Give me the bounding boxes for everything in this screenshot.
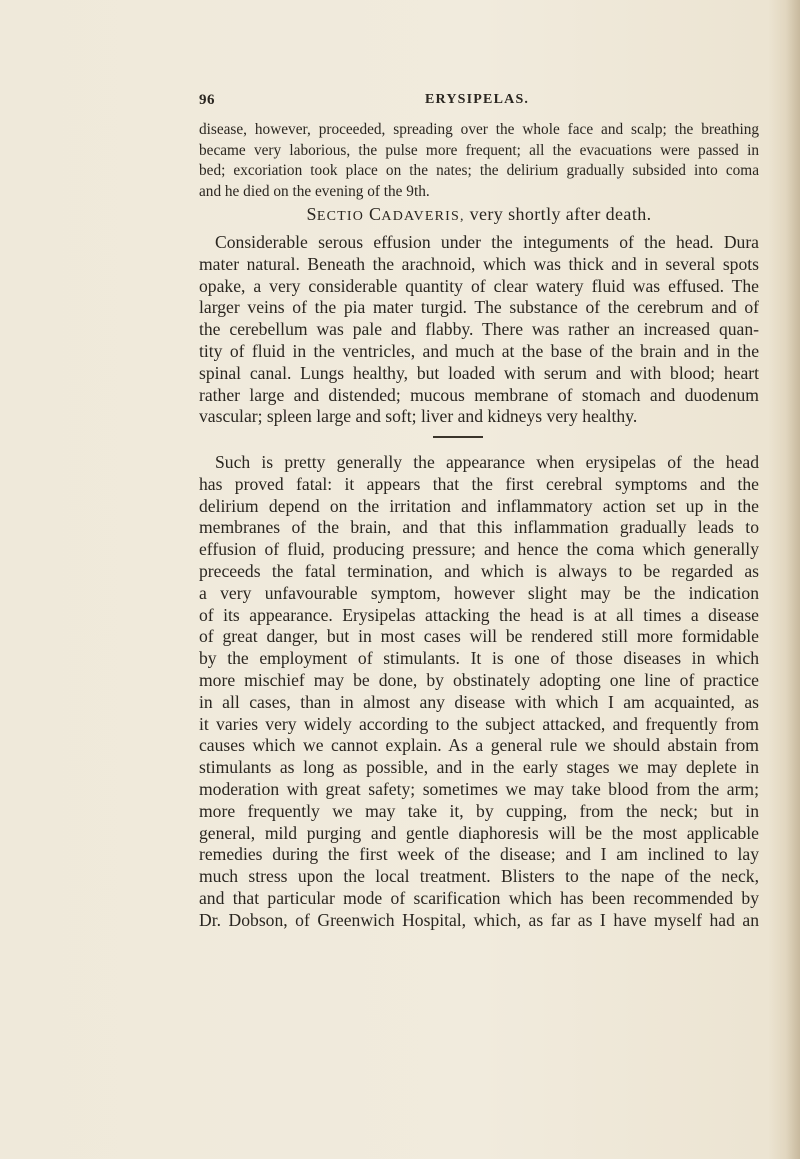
text-line: by the employment of stimulants. It is one of those diseases in which	[199, 648, 759, 669]
text-line: more frequently we may take it, by cupping, from the neck; but in	[199, 800, 759, 821]
text-line: a very unfavourable symptom, however slight may be the indication	[199, 582, 759, 603]
text-line: remedies during the first week of the disease; and I am inclined to lay	[199, 844, 759, 865]
heading-tail: very shortly after death.	[469, 204, 652, 224]
text-line: Considerable serous effusion under the integuments of the head. Dura	[215, 232, 759, 252]
text-line: and he died on the evening of the 9th.	[199, 182, 430, 200]
paragraph-discussion	[199, 452, 759, 932]
text-line: vascular; spleen large and soft; liver and kidneys very healthy.	[199, 406, 638, 427]
heading-smallcaps: ADAVERIS,	[381, 209, 465, 224]
page-edge-shadow	[786, 0, 800, 1159]
running-head	[199, 92, 759, 112]
text-line: larger veins of the pia mater turgid. The substance of the cerebrum and of	[199, 297, 759, 318]
paragraph-case-notes	[199, 120, 759, 202]
text-line: became very laborious, the pulse more frequent; all the evacuations were passed in	[199, 141, 759, 159]
page-number: 96	[199, 92, 215, 108]
text-line: disease, however, proceeded, spreading over the whole face and scalp; the breathing	[199, 121, 759, 138]
running-title: ERYSIPELAS.	[425, 92, 530, 107]
heading-smallcaps: ECTIO	[316, 209, 365, 224]
text-line: it varies very widely according to the subject attacked, and frequently from	[199, 713, 759, 734]
text-line: much stress upon the local treatment. Blisters to the nape of the neck,	[199, 866, 759, 887]
text-line: preceeds the fatal termination, and which is always to be regarded as	[199, 560, 759, 581]
text-line: stimulants as long as possible, and in the early stages we may deplete in	[199, 757, 759, 778]
text-line: moderation with great safety; sometimes we may take blood from the arm;	[199, 778, 759, 799]
paragraph-autopsy	[199, 232, 759, 428]
text-line: rather large and distended; mucous membrane of stomach and duodenum	[199, 384, 759, 405]
text-line: Such is pretty generally the appearance when erysipelas of the head	[215, 452, 759, 472]
section-divider-rule	[433, 436, 483, 438]
text-line: more mischief may be done, by obstinately adopting one line of practice	[199, 669, 759, 690]
text-line: of its appearance. Erysipelas attacking the head is at all times a disease	[199, 604, 759, 625]
text-line: effusion of fluid, producing pressure; and hence the coma which generally	[199, 539, 759, 560]
text-line: tity of fluid in the ventricles, and much at the base of the brain and in the	[199, 340, 759, 361]
heading-initial: S	[306, 204, 317, 224]
text-line: has proved fatal: it appears that the first cerebral symptoms and the	[199, 473, 759, 494]
section-heading	[199, 204, 759, 225]
text-line: bed; excoriation took place on the nates; the delirium gradually subsided into coma	[199, 162, 759, 179]
text-line: mater natural. Beneath the arachnoid, which was thick and in several spots	[199, 253, 759, 274]
text-line: and that particular mode of scarification which has been recommended by	[199, 887, 759, 908]
heading-initial: C	[369, 204, 382, 224]
text-line: Dr. Dobson, of Greenwich Hospital, which, as far as I have myself had an	[199, 909, 759, 930]
text-line: causes which we cannot explain. As a general rule we should abstain from	[199, 735, 759, 756]
text-line: opake, a very considerable quantity of clear watery fluid was effused. The	[199, 275, 759, 296]
text-line: spinal canal. Lungs healthy, but loaded with serum and with blood; heart	[199, 362, 759, 383]
text-line: in all cases, than in almost any disease with which I am acquainted, as	[199, 691, 759, 712]
text-line: delirium depend on the irritation and inflammatory action set up in the	[199, 495, 759, 516]
text-line: membranes of the brain, and that this inflammation gradually leads to	[199, 517, 759, 538]
text-line: of great danger, but in most cases will be rendered still more formidable	[199, 626, 759, 647]
text-line: general, mild purging and gentle diaphoresis will be the most applicable	[199, 822, 759, 843]
text-line: the cerebellum was pale and flabby. There was rather an increased quan-	[199, 319, 759, 340]
